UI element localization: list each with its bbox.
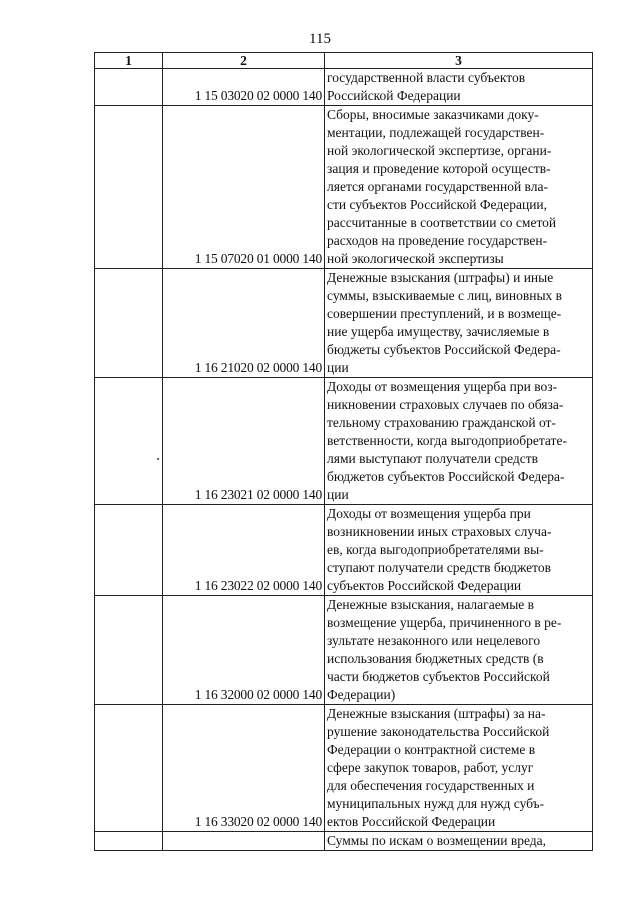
description-line: расходов на проведение государствен- (327, 233, 548, 248)
description-line: Доходы от возмещения ущерба при (327, 506, 531, 521)
description-line: зация и проведение которой осуществ- (327, 161, 551, 176)
description-line: суммы, взыскиваемые с лиц, виновных в (327, 288, 563, 303)
budget-code-cell (163, 832, 325, 851)
description-line: сти субъектов Российской Федерации, (327, 197, 548, 212)
description-cell (325, 106, 593, 269)
description-line: совершении преступлений, и в возмеще- (327, 306, 562, 321)
description-line: тельному страхованию гражданской от- (327, 415, 556, 430)
budget-code-cell: 1 16 21020 02 0000 140 (163, 269, 325, 378)
row-number-cell (95, 832, 163, 851)
description-line: возмещение ущерба, причиненного в ре- (327, 615, 562, 630)
row-number-cell (95, 269, 163, 378)
description-line: государственной власти субъектов (327, 70, 526, 85)
description-cell (325, 832, 593, 851)
description-line: Российской Федерации (327, 88, 461, 103)
description-line: ляется органами государственной вла- (327, 179, 548, 194)
header-col-2: 2 (163, 53, 325, 69)
table-header-row (95, 53, 593, 69)
description-line: использования бюджетных средств (в (327, 651, 544, 666)
scan-dot-mark (157, 458, 159, 460)
description-line: зультате незаконного или нецелевого (327, 633, 541, 648)
row-number-cell (95, 378, 163, 505)
table-row (95, 269, 593, 378)
budget-code-cell: 1 16 23021 02 0000 140 (163, 378, 325, 505)
description-line: муниципальных нужд для нужд субъ- (327, 796, 545, 811)
description-line: рассчитанные в соответствии со сметой (327, 215, 557, 230)
description-line: никновении страховых случаев по обяза- (327, 397, 564, 412)
description-line: Федерации) (327, 687, 396, 702)
revenue-codes-table (94, 52, 593, 851)
table-body (95, 69, 593, 851)
description-cell (325, 378, 593, 505)
description-cell (325, 505, 593, 596)
description-cell (325, 596, 593, 705)
table-row (95, 596, 593, 705)
description-line: Сборы, вносимые заказчиками доку- (327, 107, 539, 122)
description-line: ветственности, когда выгодоприобретате- (327, 433, 567, 448)
table-row (95, 505, 593, 596)
table-row (95, 832, 593, 851)
budget-code-cell: 1 16 23022 02 0000 140 (163, 505, 325, 596)
row-number-cell (95, 596, 163, 705)
row-number-cell (95, 106, 163, 269)
description-line: Доходы от возмещения ущерба при воз- (327, 379, 558, 394)
description-line: Суммы по искам о возмещении вреда, (327, 833, 547, 848)
budget-code-cell: 1 15 07020 01 0000 140 (163, 106, 325, 269)
description-line: сфере закупок товаров, работ, услуг (327, 760, 534, 775)
description-line: ев, когда выгодоприобретателями вы- (327, 542, 544, 557)
row-number-cell (95, 505, 163, 596)
description-line: ции (327, 360, 349, 375)
budget-code-cell: 1 15 03020 02 0000 140 (163, 69, 325, 106)
table-row (95, 106, 593, 269)
description-line: рушение законодательства Российской (327, 724, 550, 739)
description-line: Федерации о контрактной системе в (327, 742, 536, 757)
description-line: Денежные взыскания (штрафы) за на- (327, 706, 546, 721)
description-line: ментации, подлежащей государствен- (327, 125, 545, 140)
header-col-1: 1 (95, 53, 163, 69)
description-line: лями выступают получатели средств (327, 451, 539, 466)
description-line: бюджетов субъектов Российской Федера- (327, 469, 565, 484)
table-row (95, 705, 593, 832)
description-line: возникновении иных страховых случа- (327, 524, 552, 539)
header-col-3: 3 (325, 53, 593, 69)
description-line: ние ущерба имуществу, зачисляемые в (327, 324, 550, 339)
description-line: субъектов Российской Федерации (327, 578, 522, 593)
description-line: бюджеты субъектов Российской Федера- (327, 342, 561, 357)
budget-code-cell: 1 16 33020 02 0000 140 (163, 705, 325, 832)
description-line: ной экологической экспертизе, органи- (327, 143, 552, 158)
table-row (95, 378, 593, 505)
budget-code-cell: 1 16 32000 02 0000 140 (163, 596, 325, 705)
description-line: Денежные взыскания, налагаемые в (327, 597, 535, 612)
description-cell (325, 705, 593, 832)
description-cell (325, 69, 593, 106)
description-line: Денежные взыскания (штрафы) и иные (327, 270, 554, 285)
row-number-cell (95, 69, 163, 106)
page-number: 115 (309, 31, 331, 47)
description-line: ции (327, 487, 349, 502)
description-line: ступают получатели средств бюджетов (327, 560, 551, 575)
row-number-cell (95, 705, 163, 832)
description-line: ной экологической экспертизы (327, 251, 504, 266)
table-row (95, 69, 593, 106)
description-line: части бюджетов субъектов Российской (327, 669, 550, 684)
description-line: для обеспечения государственных и (327, 778, 535, 793)
description-line: ектов Российской Федерации (327, 814, 496, 829)
description-cell (325, 269, 593, 378)
